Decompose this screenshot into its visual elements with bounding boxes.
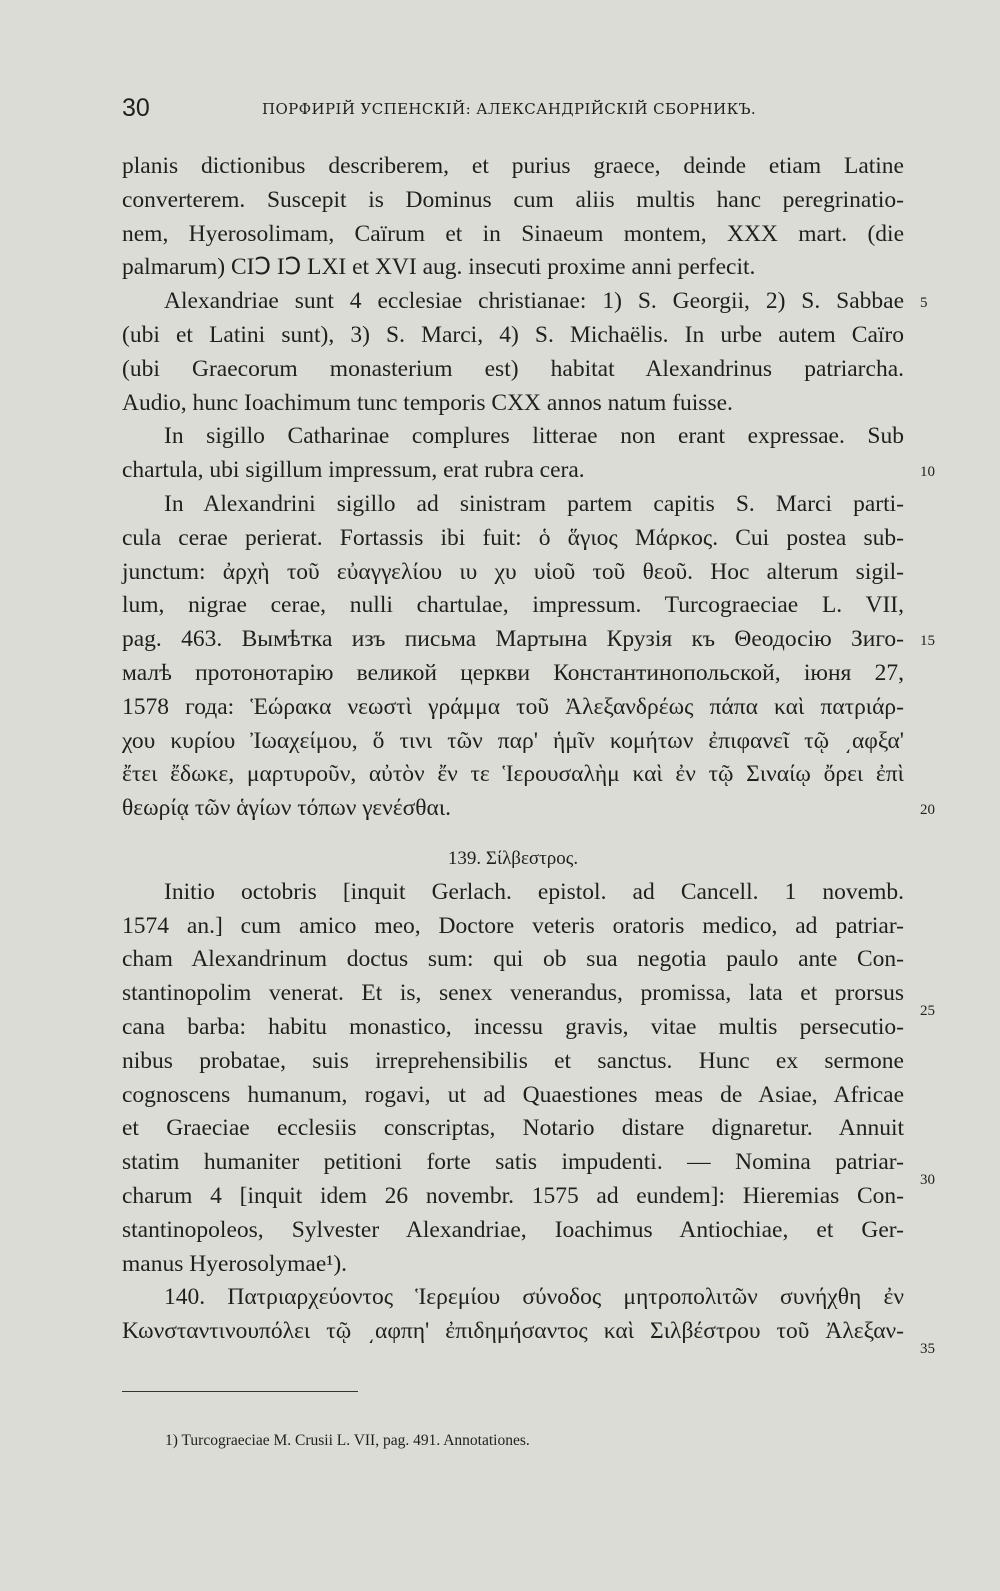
line-number-20: 20 [920, 802, 935, 818]
page-number: 30 [122, 94, 150, 122]
text-line: et Graeciae ecclesiis conscriptas, Notario distare dignaretur. Annuit [122, 1115, 904, 1142]
text-line: θεωρίᾳ τῶν ἁγίων τόπων γενέσθαι. [122, 795, 452, 822]
body-text [122, 150, 904, 1349]
text-line: 140. Πατριαρχεύοντος Ἱερεμίου σύνοδος μητροπολιτῶν συνήχθη ἐν [164, 1284, 904, 1311]
text-line: Audio, hunc Ioachimum tunc temporis CXX annos natum fuisse. [122, 389, 733, 416]
text-line: 1578 года: Ἑώρακα νεωστὶ γράμμα τοῦ Ἀλεξανδρέως πάπα καὶ πατριάρ- [122, 693, 904, 720]
line-number-30: 30 [920, 1172, 935, 1188]
page-header [122, 94, 902, 128]
text-line: cula cerae perierat. Fortassis ibi fuit: ὁ ἅγιος Μάρκος. Cui postea sub- [122, 524, 904, 551]
text-line: Initio octobris [inquit Gerlach. epistol. ad Cancell. 1 novemb. [164, 878, 904, 905]
text-line: manus Hyerosolymae¹). [122, 1250, 348, 1277]
section-heading: 139. Σίλβεστρος. [447, 847, 579, 869]
text-line: In Alexandrini sigillo ad sinistram partem capitis S. Marci parti- [164, 490, 904, 517]
text-line: (ubi Graecorum monasterium est) habitat Alexandrinus patriarcha. [122, 355, 904, 382]
line-number-25: 25 [920, 1003, 935, 1019]
text-line: cana barba: habitu monastico, incessu gravis, vitae multis persecutio- [122, 1013, 904, 1040]
text-line: chartula, ubi sigillum impressum, erat rubra cera. [122, 457, 585, 484]
text-line: lum, nigrae cerae, nulli chartulae, impressum. Turcograeciae L. VII, [122, 592, 904, 619]
text-line: converterem. Suscepit is Dominus cum aliis multis hanc peregrinatio- [122, 186, 904, 213]
line-number-10: 10 [920, 464, 935, 480]
text-line: In sigillo Catharinae complures litterae non erant expressae. Sub [164, 423, 904, 450]
text-line: (ubi et Latini sunt), 3) S. Marci, 4) S. Michaëlis. In urbe autem Caïro [122, 321, 904, 348]
footnote: 1) Turcograeciae M. Crusii L. VII, pag. 491. Annotationes. [165, 1432, 530, 1449]
text-line: stantinopoleos, Sylvester Alexandriae, Ioachimus Antiochiae, et Ger- [122, 1216, 904, 1243]
text-line: palmarum) CIↃ IↃ LXI et XVI aug. insecuti proxime anni perfecit. [122, 254, 756, 281]
text-line: малѣ протонотарію великой церкви Константинопольской, іюня 27, [122, 659, 904, 686]
text-line: stantinopolim venerat. Et is, senex venerandus, promissa, lata et prorsus [122, 980, 904, 1007]
text-line: junctum: ἀρχὴ τοῦ εὐαγγελίου ιυ χυ υἱοῦ τοῦ θεοῦ. Hoc alterum sigil- [122, 558, 904, 585]
line-number-15: 15 [920, 633, 935, 649]
text-line: cham Alexandrinum doctus sum: qui ob sua negotia paulo ante Con- [122, 946, 904, 973]
text-line: χου κυρίου Ἰωαχείμου, ὅ τινι τῶν παρ' ἡμῖν κομήτων ἐπιφανεῖ τῷ ͵αφξα' [122, 727, 904, 754]
text-line: planis dictionibus describerem, et purius graece, deinde etiam Latine [122, 153, 904, 179]
footnote-rule [122, 1391, 358, 1392]
text-line: pag. 463. Вымѣтка изъ письма Мартына Крузія къ Θеодосію Зиго- [122, 626, 904, 653]
text-line: nem, Hyerosolimam, Caïrum et in Sinaeum montem, XXX mart. (die [122, 220, 904, 247]
text-line: nibus probatae, suis irreprehensibilis et sanctus. Hunc ex sermone [122, 1047, 904, 1074]
text-line: Alexandriae sunt 4 ecclesiae christianae: 1) S. Georgii, 2) S. Sabbae [164, 288, 904, 315]
text-line: charum 4 [inquit idem 26 novembr. 1575 ad eundem]: Hieremias Con- [122, 1182, 904, 1209]
running-head: ПОРФИРІЙ УСПЕНСКІЙ: АЛЕКСАНДРІЙСКІЙ СБОРНИКЪ. [262, 100, 757, 118]
text-line: 1574 an.] cum amico meo, Doctore veteris oratoris medico, ad patriar- [122, 912, 904, 939]
text-line: ἔτει ἔδωκε, μαρτυροῦν, αὐτὸν ἔν τε Ἱερουσαλὴμ καὶ ἐν τῷ Σιναίῳ ὄρει ἐπὶ [122, 761, 904, 788]
line-number-35: 35 [920, 1341, 935, 1357]
text-line: Κωνσταντινουπόλει τῷ ͵αφπη' ἐπιδημήσαντος καὶ Σιλβέστρου τοῦ Ἀλεξαν- [122, 1318, 904, 1345]
line-number-5: 5 [920, 295, 928, 311]
text-line: statim humaniter petitioni forte satis impudenti. — Nomina patriar- [122, 1149, 904, 1176]
text-line: cognoscens humanum, rogavi, ut ad Quaestiones meas de Asiae, Africae [122, 1081, 904, 1108]
